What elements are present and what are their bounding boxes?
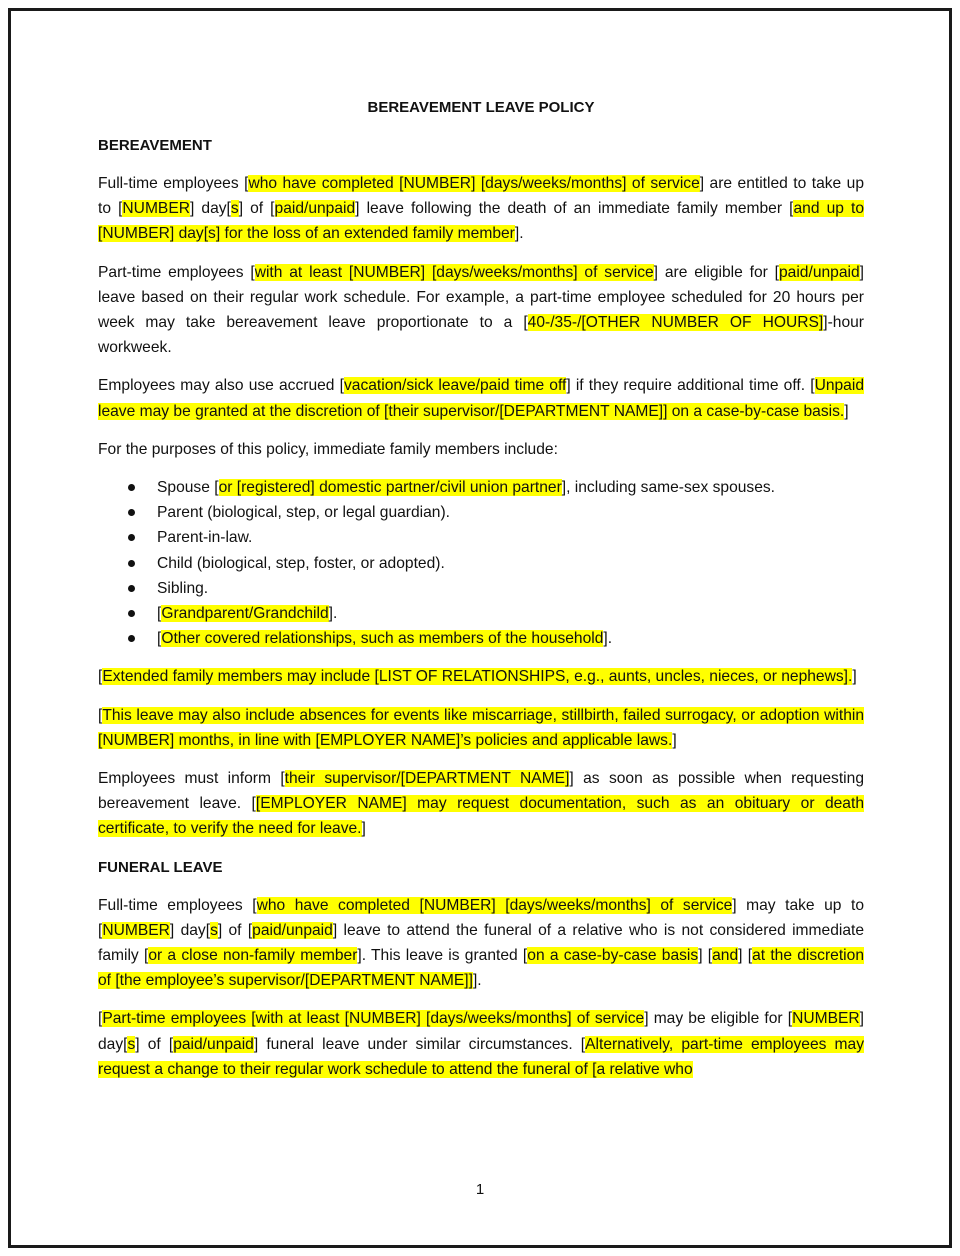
paragraph: [98, 373, 864, 423]
paragraph: [98, 664, 864, 689]
text-run: [: [157, 630, 162, 648]
paragraph: [98, 893, 864, 994]
placeholder-text: Unpaid leave may be granted at the discretion of [their supervisor/[DEPARTMENT NAME]] on a case-by-case basis.: [98, 377, 864, 420]
text-run: ]: [844, 402, 849, 420]
text-run: Full-time employees [: [98, 896, 257, 914]
text-run: ] [: [698, 946, 713, 964]
list-item: [98, 626, 864, 651]
text-run: Parent (biological, step, or legal guardian).: [157, 504, 450, 522]
text-run: ] day[: [98, 1010, 864, 1053]
text-run: [: [98, 668, 103, 686]
text-run: Child (biological, step, foster, or adopted).: [157, 554, 445, 572]
text-run: ] of [: [217, 921, 253, 939]
bullet-icon: [128, 534, 135, 541]
text-run: ] of [: [135, 1035, 174, 1053]
placeholder-text: with at least [NUMBER] [days/weeks/months] of service: [254, 263, 654, 281]
bullet-icon: [128, 484, 135, 491]
text-run: ]: [852, 668, 857, 686]
text-run: ].: [514, 225, 524, 243]
placeholder-text: Other covered relationships, such as members of the household: [161, 630, 604, 648]
text-run: ] are eligible for [: [653, 263, 779, 281]
placeholder-text: s: [210, 921, 218, 939]
placeholder-text: s: [127, 1035, 136, 1053]
bullet-icon: [128, 610, 135, 617]
placeholder-text: and up to [NUMBER] day[s] for the loss of an extended family member: [98, 200, 864, 243]
text-run: Employees must inform [: [98, 769, 285, 787]
paragraph: [98, 1006, 864, 1082]
bullet-icon: [128, 585, 135, 592]
placeholder-text: who have completed [NUMBER] [days/weeks/months] of service: [256, 896, 733, 914]
text-run: ].: [603, 630, 613, 648]
placeholder-text: or a close non-family member: [148, 946, 358, 964]
text-run: Part-time employees [: [98, 263, 255, 281]
text-run: ] [: [738, 946, 753, 964]
placeholder-text: and: [712, 946, 739, 964]
text-run: ] leave to attend the funeral of a relative who is not considered immediate family [: [98, 921, 865, 964]
text-run: ]: [672, 731, 677, 749]
paragraph: [98, 437, 864, 462]
text-run: ] are entitled to take up to [: [98, 175, 865, 218]
text-run: Full-time employees [: [98, 175, 249, 192]
list-item: [98, 500, 864, 525]
list-item: [98, 551, 864, 576]
text-run: ].: [328, 604, 338, 622]
paragraph: [98, 766, 864, 842]
section-heading-bereavement: BEREAVEMENT: [98, 137, 212, 154]
page-number: 1: [475, 1181, 485, 1198]
placeholder-text: vacation/sick leave/paid time off: [343, 377, 567, 395]
text-run: ] as soon as possible when requesting bereavement leave. [: [98, 769, 864, 813]
placeholder-text: 40-/35-/[OTHER NUMBER OF HOURS]: [527, 314, 824, 332]
paragraph: [98, 260, 864, 361]
placeholder-text: at the discretion of [the employee’s supervisor/[DEPARTMENT NAME]]: [98, 946, 864, 990]
text-run: ]: [361, 820, 366, 838]
placeholder-text: Alternatively, part-time employees may request a change to their regular work schedule to attend the funeral of [a relative who: [98, 1035, 864, 1078]
text-run: ] may be eligible for [: [644, 1010, 793, 1028]
text-run: Spouse [: [157, 479, 219, 497]
placeholder-text: paid/unpaid: [173, 1035, 254, 1053]
text-run: ] may take up to [: [98, 896, 864, 939]
placeholder-text: paid/unpaid: [252, 921, 333, 939]
placeholder-text: Extended family members may include [LIST OF RELATIONSHIPS, e.g., aunts, uncles, nieces, or nephews].: [102, 668, 853, 686]
text-run: ]. This leave is granted [: [357, 946, 528, 964]
placeholder-text: NUMBER: [792, 1010, 860, 1028]
bullet-icon: [128, 509, 135, 516]
list-item: [98, 576, 864, 601]
text-run: ] if they require additional time off. [: [566, 377, 815, 395]
text-run: [: [157, 604, 162, 622]
list-item: [98, 601, 864, 626]
text-run: For the purposes of this policy, immediate family members include:: [98, 440, 558, 458]
text-run: ]-hour workweek.: [98, 314, 864, 357]
family-members-list: [98, 475, 864, 651]
text-run: ] of [: [238, 200, 275, 218]
list-item: [98, 525, 864, 550]
placeholder-text: Grandparent/Grandchild: [161, 604, 329, 622]
text-run: ] day[: [169, 921, 211, 939]
placeholder-text: s: [230, 200, 239, 218]
placeholder-text: NUMBER: [102, 921, 170, 939]
text-run: ] leave based on their regular work schedule. For example, a part-time employee scheduled for 20 hours per week may take bereavement leave proportionate to a [: [98, 263, 864, 332]
text-run: Employees may also use accrued [: [98, 377, 344, 395]
placeholder-text: on a case-by-case basis: [527, 946, 699, 964]
text-run: Sibling.: [157, 579, 209, 597]
placeholder-text: paid/unpaid: [779, 263, 860, 281]
section-heading-funeral-leave: FUNERAL LEAVE: [98, 858, 223, 876]
placeholder-text: Part-time employees [with at least [NUMBER] [days/weeks/months] of service: [102, 1010, 645, 1028]
page-frame: [8, 8, 952, 1248]
document-title: BEREAVEMENT LEAVE POLICY: [367, 99, 595, 116]
placeholder-text: This leave may also include absences for events like miscarriage, stillbirth, failed surrogacy, or adoption within [NUMBER] months, in line with [EMPLOYER NAME]’s policies and applicable laws.: [98, 706, 864, 749]
text-run: ] leave following the death of an immediate family member [: [355, 200, 794, 218]
placeholder-text: NUMBER: [122, 200, 190, 218]
text-run: ] day[: [190, 200, 231, 218]
placeholder-text: their supervisor/[DEPARTMENT NAME]: [284, 769, 570, 787]
bullet-icon: [128, 560, 135, 567]
text-run: ], including same-sex spouses.: [561, 479, 776, 497]
text-run: Parent-in-law.: [157, 529, 253, 547]
placeholder-text: who have completed [NUMBER] [days/weeks/months] of service: [248, 175, 700, 192]
list-item: [98, 475, 864, 500]
document-body: [98, 95, 864, 1095]
text-run: ].: [472, 972, 482, 990]
bullet-icon: [128, 635, 135, 642]
text-run: [: [98, 1010, 103, 1028]
text-run: ] funeral leave under similar circumstances. [: [253, 1035, 586, 1053]
placeholder-text: or [registered] domestic partner/civil union partner: [218, 479, 562, 497]
paragraph: [98, 703, 864, 753]
placeholder-text: [EMPLOYER NAME] may request documentation, such as an obituary or death certificate, to verify the need for leave.: [98, 795, 864, 838]
placeholder-text: paid/unpaid: [274, 200, 356, 218]
paragraph: [98, 171, 864, 247]
text-run: [: [98, 706, 103, 724]
